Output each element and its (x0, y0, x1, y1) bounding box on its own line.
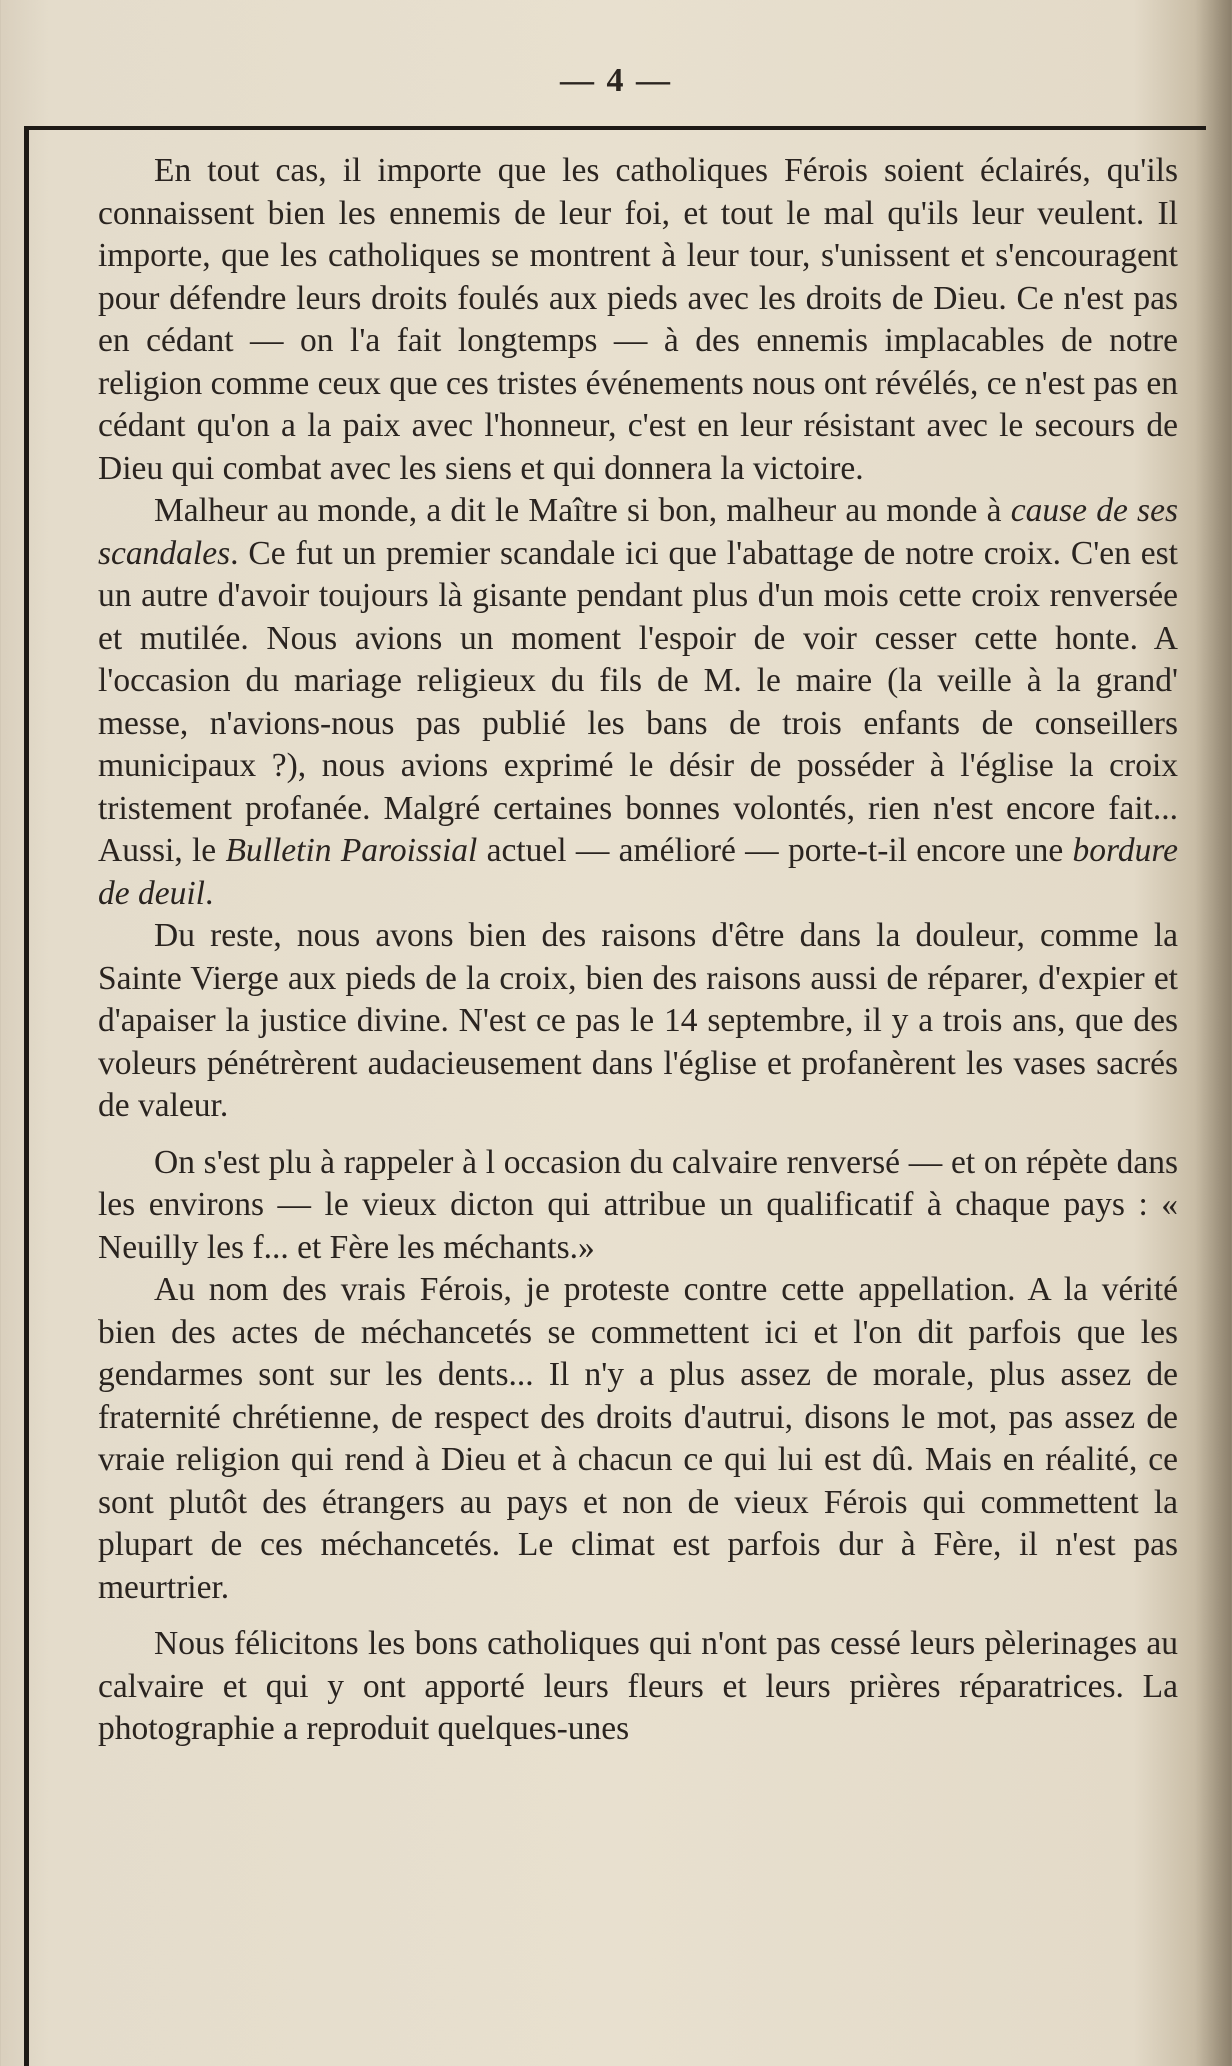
paragraph-2-text-d: . (204, 874, 214, 912)
paragraph-2-italic-b: Bulletin Paroissial (225, 832, 478, 869)
paragraph-2-text-c: actuel — amélioré — porte-t-il encore une (477, 832, 1073, 869)
paragraph-3: Du reste, nous avons bien des raisons d'être dans la douleur, comme la Sainte Vierge aux pieds de la croix, bien des raisons aussi de réparer, d'expier et d'apaiser la justice divine. N'est ce pas le 14 septembre, il y a trois ans, que des voleurs pénétrèrent audacieusement dans l'église et profanèrent les vases sacrés de valeur. (98, 917, 1178, 1124)
paragraph-4: On s'est plu à rappeler à l occasion du calvaire renversé — et on répète dans les environs — le vieux dicton qui attribue un qualificatif à chaque pays : « Neuilly les f... et Fère les méchants.» (98, 1143, 1178, 1266)
paragraph-2-text-b: . Ce fut un premier scandale ici que l'abattage de notre croix. C'en est un autre d'avoir toujours là gisante pendant plus d'un mois cette croix renversée et mutilée. Nous avions un moment l'espoir de voir cesser cette honte. A l'occasion du mariage religieux du fils de M. le maire (la veille à la grand' messe, n'avions-nous pas publié les bans de trois enfants de conseillers municipaux ?), nous avions exprimé le désir de posséder à l'église la croix tristement profanée. Malgré certaines bonnes volontés, rien n'est encore fait... Aussi, le (98, 534, 1178, 869)
paragraph-1: En tout cas, il importe que les catholiques Férois soient éclairés, qu'ils connaissent bien les ennemis de leur foi, et tout le mal qu'ils leur veulent. Il importe, que les catholiques se montrent à leur tour, s'unissent et s'encouragent pour défendre leurs droits foulés aux pieds avec les droits de Dieu. Ce n'est pas en cédant — on l'a fait longtemps — à des ennemis implacables de notre religion comme ceux que ces tristes événements nous ont révélés, ce n'est pas en cédant qu'on a la paix avec l'honneur, c'est en leur résistant avec le secours de Dieu qui combat avec les siens et qui donnera la victoire. (98, 152, 1178, 487)
body-text (98, 150, 1178, 1751)
paragraph-6: Nous félicitons les bons catholiques qui n'ont pas cessé leurs pèlerinages au calvaire et qui y ont apporté leurs fleurs et leurs prières réparatrices. La photographie a reproduit quelques-unes (98, 1625, 1178, 1747)
paragraph-2-italic-a: cause de ses scandales (98, 492, 1178, 572)
paragraph-2-italic-c: bordure de deuil (98, 832, 1178, 912)
page-number: — 4 — (560, 62, 672, 99)
paragraph-2-text-a: Malheur au monde, a dit le Maître si bon, malheur au monde à (154, 492, 1011, 529)
paragraph-5: Au nom des vrais Férois, je proteste contre cette appellation. A la vérité bien des actes de méchancetés se commettent ici et l'on dit parfois que les gendarmes sont sur les dents... Il n'y a plus assez de morale, plus assez de fraternité chrétienne, de respect des droits d'autrui, disons le mot, pas assez de vraie religion qui rend à Dieu et à chacun ce qui lui est dû. Mais en réalité, ce sont plutôt des étrangers au pays et non de vieux Férois qui commettent la plupart de ces méchancetés. Le climat est parfois dur à Fère, il n'est pas meurtrier. (98, 1271, 1178, 1606)
paragraph-2 (98, 490, 1178, 915)
